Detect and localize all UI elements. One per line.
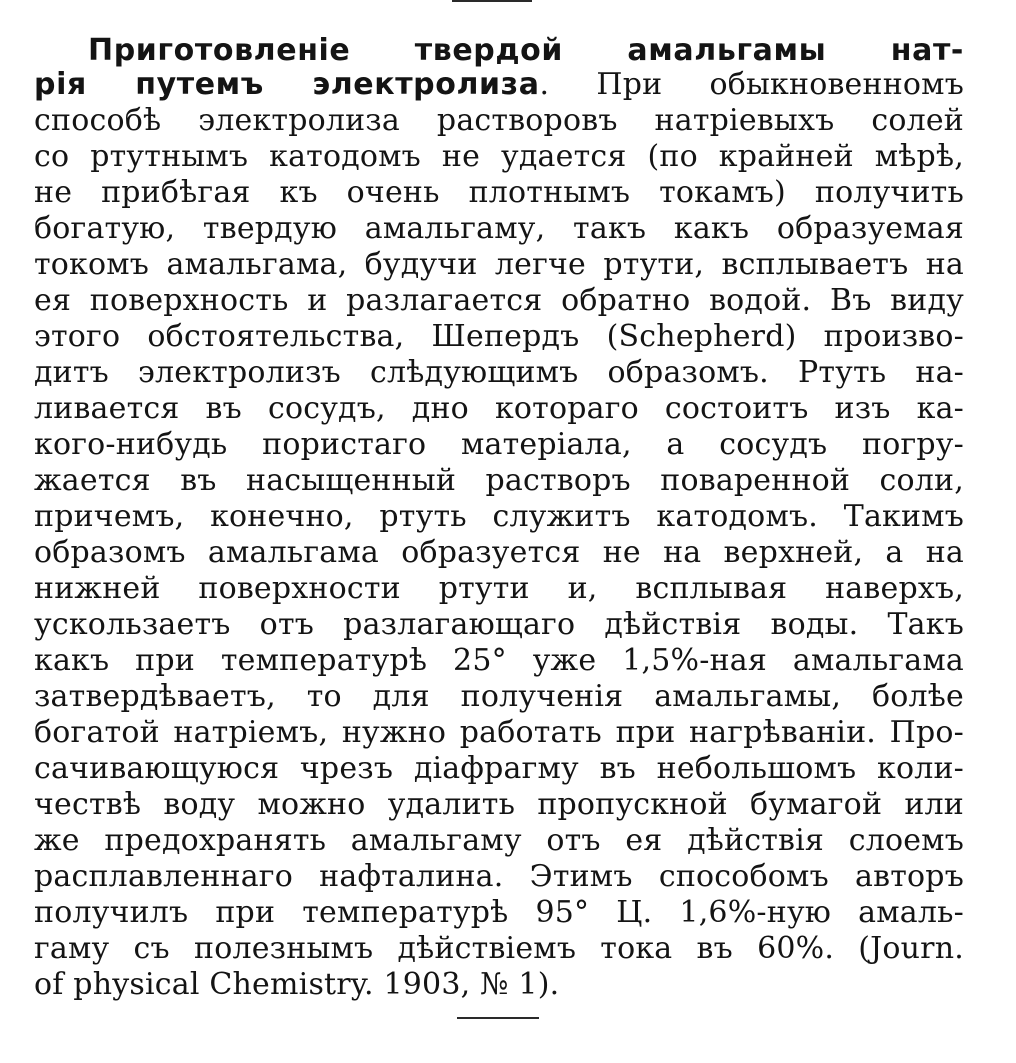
article-line: не прибѣгая къ очень плотнымъ токамъ) получить: [34, 175, 964, 210]
article-heading: рія путемъ электролиза: [34, 67, 540, 102]
article-line: ея поверхность и разлагается обратно водой. Въ виду: [34, 283, 964, 318]
bottom-separator-rule: [457, 1017, 539, 1019]
article-line: сачивающуюся чрезъ діафрагму въ небольшомъ коли-: [34, 751, 964, 786]
article-line: причемъ, конечно, ртуть служитъ катодомъ. Такимъ: [34, 499, 964, 534]
article-heading: Приготовленіе твердой амальгамы нат-: [88, 33, 964, 68]
article-line: ускользаетъ отъ разлагающаго дѣйствія воды. Такъ: [34, 607, 964, 642]
article-line: жается въ насыщенный растворъ поваренной соли,: [34, 463, 964, 498]
article-line: чествѣ воду можно удалить пропускной бумагой или: [34, 787, 964, 822]
article-line: гаму съ полезнымъ дѣйствіемъ тока въ 60%. (Journ.: [34, 931, 964, 966]
article-line: кого-нибудь пористаго матеріала, а сосудъ погру-: [34, 427, 964, 462]
article-line: [34, 65, 964, 105]
article-line: токомъ амальгама, будучи легче ртути, всплываетъ на: [34, 247, 964, 282]
article-line: богатую, твердую амальгаму, такъ какъ образуемая: [34, 211, 964, 246]
article-text: . При обыкновенномъ: [539, 67, 964, 102]
article-line: богатой натріемъ, нужно работать при нагрѣваніи. Про-: [34, 715, 964, 750]
article-line: ливается въ сосудъ, дно котораго состоитъ изъ ка-: [34, 391, 964, 426]
article-line: же предохранять амальгаму отъ ея дѣйствія слоемъ: [34, 823, 964, 858]
article-line: какъ при температурѣ 25° уже 1,5%-ная амальгама: [34, 643, 964, 678]
article-line: со ртутнымъ катодомъ не удается (по крайней мѣрѣ,: [34, 139, 964, 174]
article-line: of physical Chemistry. 1903, № 1).: [34, 967, 560, 1002]
article-line: нижней поверхности ртути и, всплывая наверхъ,: [34, 571, 964, 606]
article-line: образомъ амальгама образуется не на верхней, а на: [34, 535, 964, 570]
article-line: этого обстоятельства, Шепердъ (Schepherd) произво-: [34, 319, 964, 354]
article-line: дитъ электролизъ слѣдующимъ образомъ. Ртуть на-: [34, 355, 964, 390]
article-line: способѣ электролиза растворовъ натріевыхъ солей: [34, 103, 964, 138]
article-line: затвердѣваетъ, то для полученія амальгамы, болѣе: [34, 679, 964, 714]
article-line: получилъ при температурѣ 95° Ц. 1,6%-ную амаль-: [34, 895, 964, 930]
article-line: расплавленнаго нафталина. Этимъ способомъ авторъ: [34, 859, 964, 894]
